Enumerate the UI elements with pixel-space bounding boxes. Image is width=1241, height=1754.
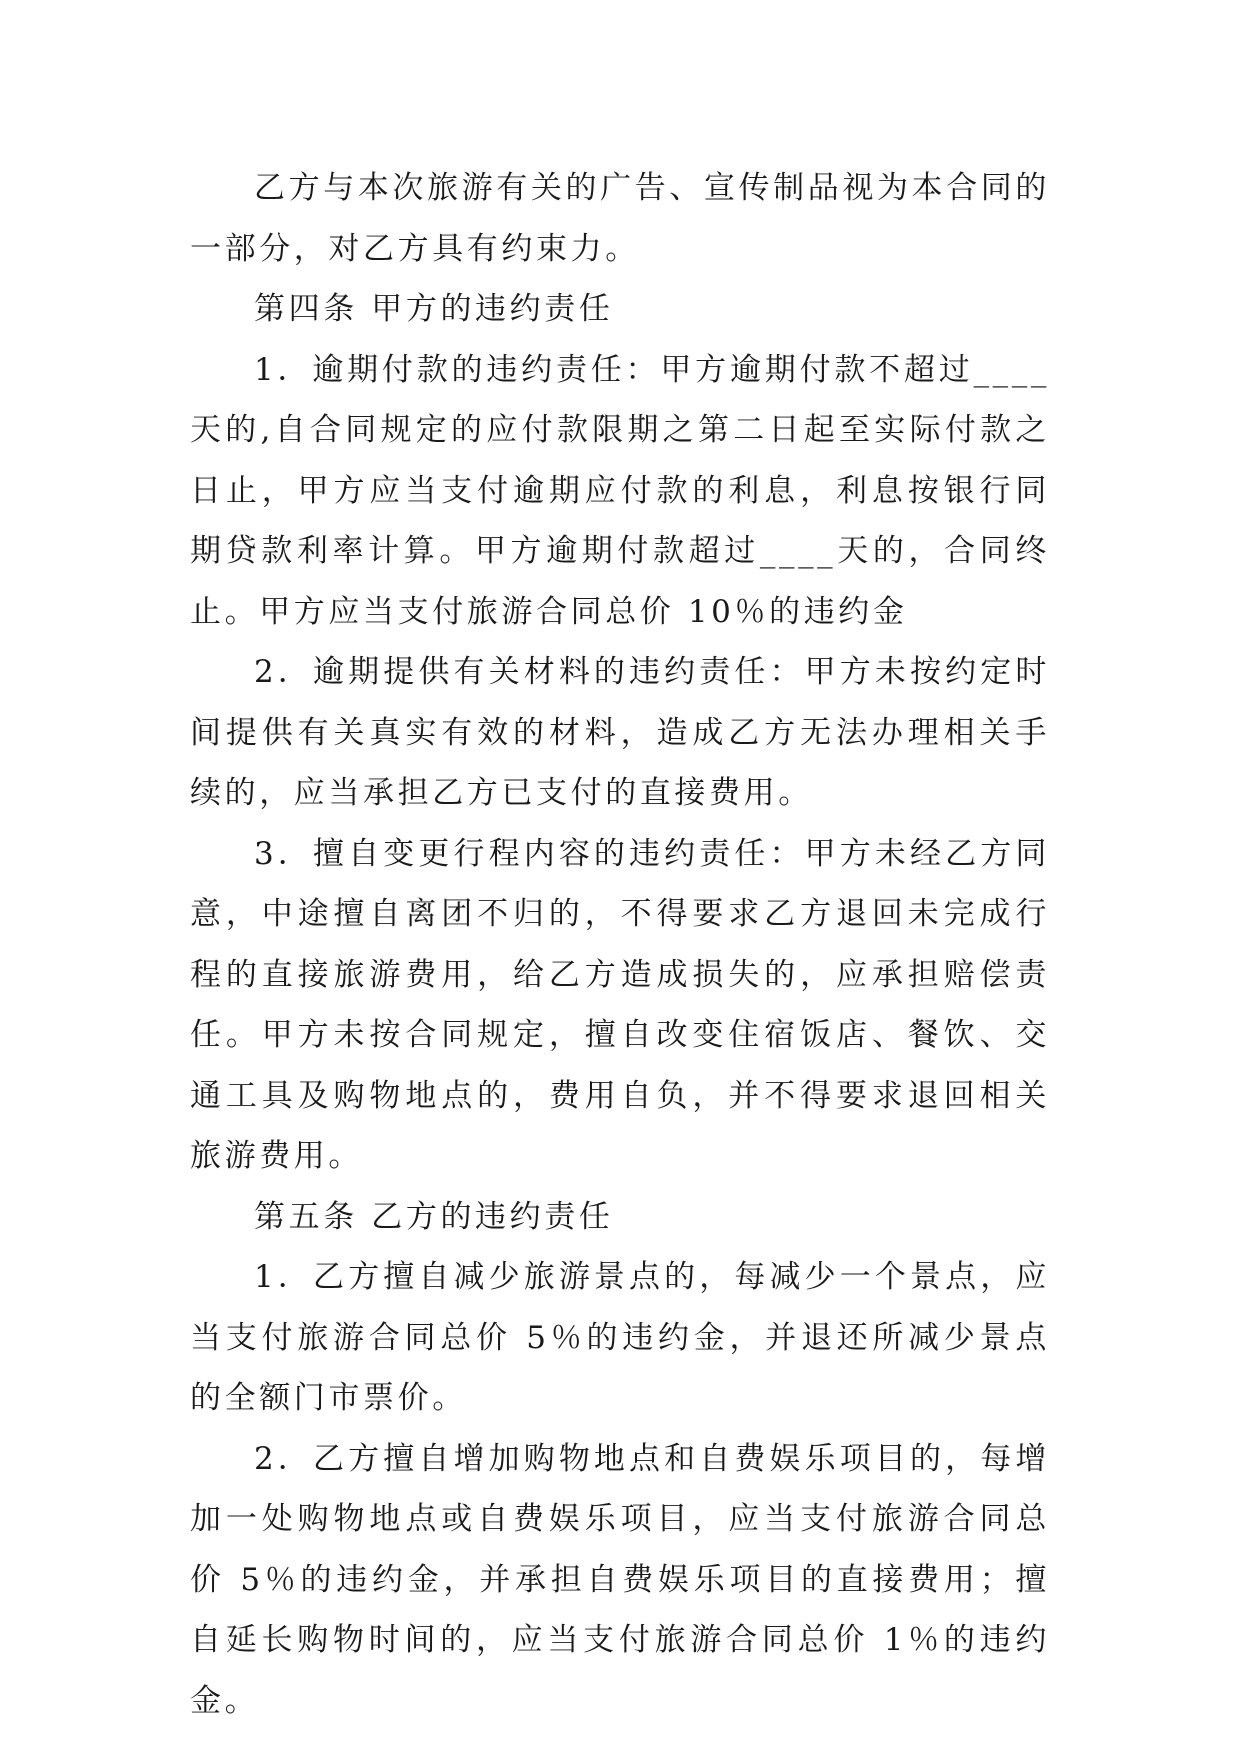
document-page bbox=[190, 158, 1050, 1731]
heading-article-5: 第五条 乙方的违约责任 bbox=[254, 1198, 614, 1235]
paragraph-add-shopping: 2．乙方擅自增加购物地点和自费娱乐项目的，每增加一处购物地点或自费娱乐项目，应当支付旅游合同总价 5％的违约金，并承担自费娱乐项目的直接费用；擅自延长购物时间的，应当支付旅游合同总价 1％的违约金。 bbox=[190, 1440, 1050, 1719]
paragraph-itinerary-change: 3．擅自变更行程内容的违约责任：甲方未经乙方同意，中途擅自离团不归的，不得要求乙方退回未完成行程的直接旅游费用，给乙方造成损失的，应承担赔偿责任。甲方未按合同规定，擅自改变住宿饭店、餐饮、交通工具及购物地点的，费用自负，并不得要求退回相关旅游费用。 bbox=[190, 835, 1050, 1174]
heading-article-4: 第四条 甲方的违约责任 bbox=[254, 291, 614, 327]
paragraph-late-materials: 2．逾期提供有关材料的违约责任：甲方未按约定时间提供有关真实有效的材料，造成乙方无法办理相关手续的，应当承担乙方已支付的直接费用。 bbox=[190, 654, 1050, 811]
paragraph-late-payment: 1．逾期付款的违约责任：甲方逾期付款不超过____天的,自合同规定的应付款限期之第二日起至实际付款之日止，甲方应当支付逾期应付款的利息，利息按银行同期贷款利率计算。甲方逾期付款超过____天的，合同终止。甲方应当支付旅游合同总价 10％的违约金 bbox=[190, 351, 1050, 630]
paragraph-reduce-attractions: 1．乙方擅自减少旅游景点的，每减少一个景点，应当支付旅游合同总价 5％的违约金，并退还所减少景点的全额门市票价。 bbox=[190, 1259, 1050, 1416]
paragraph-advertising-clause: 乙方与本次旅游有关的广告、宣传制品视为本合同的一部分，对乙方具有约束力。 bbox=[190, 170, 1050, 267]
